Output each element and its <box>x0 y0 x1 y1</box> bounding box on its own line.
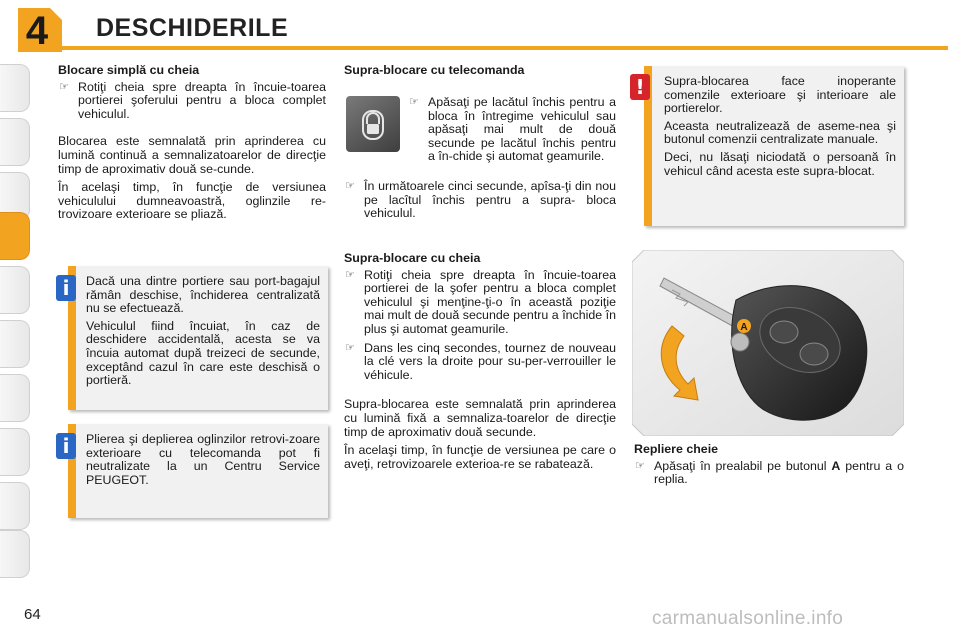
simple-lock-bullet <box>58 81 326 122</box>
chapter-badge <box>10 6 64 56</box>
info-note-1-para-2: Vehiculul fiind încuiat, în caz de deschidere accidentală, acesta se va încuia automat după treizeci de secunde, exceptând cazul în care este deschisă o portieră. <box>86 318 320 388</box>
remote-bullet-1 <box>408 96 616 164</box>
fold-key-tail: pentru a o replia. <box>654 458 904 487</box>
page-title: DESCHIDERILE <box>96 14 289 42</box>
info-icon: i <box>56 275 76 301</box>
deadlock-para-1: Supra-blocarea este semnalată prin aprinderea cu lumină fixă a semnaliza-toarelor de direcţie timp de aproximativ două secunde. <box>344 397 616 439</box>
lock-button-icon <box>346 96 400 152</box>
info-icon: i <box>56 433 76 459</box>
key-deadlock-section <box>344 252 616 476</box>
info-note-2-para-1: Plierea şi deplierea oglinzilor retrovi-zoare exterioare cu telecomanda pot fi neutralizate la un Centru Service PEUGEOT. <box>86 432 320 487</box>
fold-key-text: Apăsaţi în prealabil pe butonul <box>654 458 827 473</box>
header-rule <box>58 46 948 50</box>
key-deadlock-heading: Supra-blocare cu cheia <box>344 251 481 265</box>
side-tab-6[interactable] <box>0 320 30 368</box>
side-tab-active[interactable] <box>0 212 30 260</box>
fold-key-heading: Repliere cheie <box>634 442 719 456</box>
button-a-label: A <box>740 322 748 333</box>
bullet-text: În următoarele cinci secunde, apîsa-ţi din nou pe lacîtul închis pentru a supra- bloca vehiculul. <box>364 179 616 221</box>
warning-para-3: Deci, nu lăsaţi niciodată o persoană în vehicul când acesta este supra-blocat. <box>664 149 896 178</box>
info-note-1-para-1: Dacă una dintre portiere sau port-bagajul rămân deschise, închiderea centralizată nu se efectuează. <box>86 274 320 316</box>
remote-deadlock-section <box>344 64 616 81</box>
side-tab-1[interactable] <box>0 64 30 112</box>
warning-note <box>644 66 904 226</box>
warning-para-1: Supra-blocarea face inoperante comenzile exterioare şi interioare ale portierelor. <box>664 74 896 116</box>
bullet-mark: ☞ <box>345 180 355 192</box>
warning-icon: ! <box>630 74 650 100</box>
simple-lock-para-1: Blocarea este semnalată prin aprinderea cu lumină continuă a semnalizatoarelor de direcţie timp de aproximativ două se-cunde. <box>58 134 326 176</box>
remote-bullet-2-block <box>344 180 616 226</box>
bullet-mark: ☞ <box>59 80 69 93</box>
bullet-mark: ☞ <box>409 96 419 108</box>
side-tab-5[interactable] <box>0 266 30 314</box>
chapter-number: 4 <box>25 9 49 53</box>
simple-lock-heading: Blocare simplă cu cheia <box>58 63 200 77</box>
fold-key-section <box>634 443 904 492</box>
bullet-text: Rotiţi cheia spre dreapta în încuie-toarea portierei şoferului pentru a bloca complet vehiculul. <box>78 79 326 121</box>
info-note-mirrors <box>68 424 328 518</box>
deadlock-para-2: În acelaşi timp, în funcţie de versiunea pe care o aveţi, retrovizoarele exterioa-re se rabatează. <box>344 443 616 471</box>
side-tab-8[interactable] <box>0 428 30 476</box>
page-number: 64 <box>24 606 41 623</box>
side-tab-9[interactable] <box>0 482 30 530</box>
bullet-text: Rotiţi cheia spre dreapta în încuie-toarea portierei de la şofer pentru a bloca complet vehiculul şi menţine-ţi-o în această poziţie mai mult de două secunde pentru a închide în plus şi automat geamurile. <box>364 267 616 336</box>
bullet-text: Apăsaţi pe lacătul închis pentru a bloca în întregime vehiculul sau apăsaţi mai mult de două secunde pe lacătul închis pentru a în-chide şi automat geamurile. <box>428 95 616 164</box>
key-drawing <box>632 250 904 436</box>
key-bullet-1 <box>344 269 616 337</box>
bullet-text: Dans les cinq secondes, tournez de nouveau la clé vers la droite pour su-per-verrouiller le véhicule. <box>364 340 616 382</box>
remote-bullet-1-block <box>408 96 616 169</box>
remote-bullet-2 <box>344 180 616 221</box>
remote-deadlock-heading: Supra-blocare cu telecomanda <box>344 63 525 77</box>
folding-key-illustration <box>632 250 904 436</box>
side-tab-10[interactable] <box>0 530 30 578</box>
left-column <box>58 64 326 227</box>
info-note-doors <box>68 266 328 410</box>
bullet-mark: ☞ <box>635 459 645 472</box>
side-tab-7[interactable] <box>0 374 30 422</box>
simple-lock-para-2: În acelaşi timp, în funcţie de versiunea vehiculului dumneavoastră, oglinzile re-trovizoare exterioare se pliază. <box>58 180 326 222</box>
padlock-icon <box>346 96 400 152</box>
fold-key-button-ref: A <box>831 458 841 473</box>
key-bullet-2 <box>344 342 616 383</box>
fold-key-bullet <box>634 460 904 487</box>
side-tab-2[interactable] <box>0 118 30 166</box>
watermark: carmanualsonline.info <box>652 608 844 629</box>
bullet-mark: ☞ <box>345 268 355 281</box>
warning-para-2: Aceasta neutralizează de aseme-nea şi butonul comenzii centralizate manuale. <box>664 118 896 147</box>
bullet-mark: ☞ <box>345 341 355 354</box>
